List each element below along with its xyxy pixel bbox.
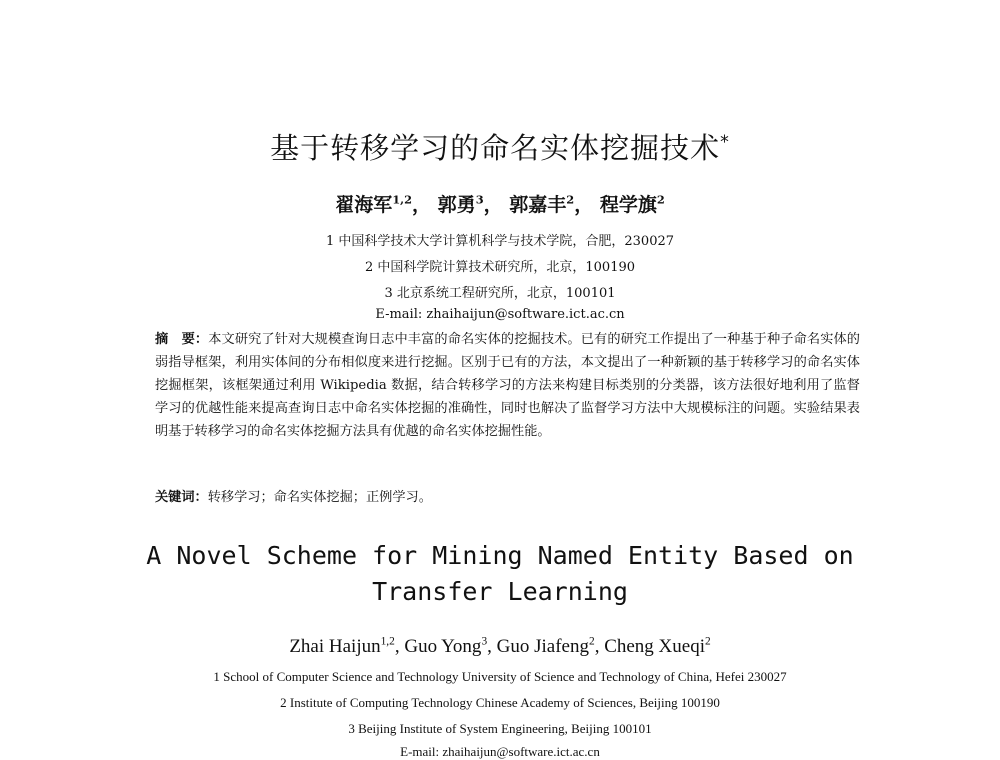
- affiliation-en-3: 3 Beijing Institute of System Engineering, Beijing 100101: [348, 721, 652, 736]
- author-en-affil: 2: [588, 635, 595, 648]
- english-title-line-2: Transfer Learning: [372, 577, 628, 606]
- author-cn-name: 郭勇: [437, 194, 476, 216]
- affiliation-cn-2: 2 中国科学院计算技术研究所，北京，100190: [364, 260, 636, 275]
- affiliation-cn-3: 3 北京系统工程研究所，北京，100101: [384, 286, 616, 301]
- author-en-sep: ,: [394, 636, 405, 657]
- author-cn-name: 程学旗: [599, 194, 657, 216]
- affiliation-en-1: 1 School of Computer Science and Technology University of Science and Technology of China, Hefei 230027: [213, 669, 787, 684]
- author-cn-sep: ，: [483, 194, 503, 216]
- author-en: [497, 636, 605, 657]
- author-en: [604, 636, 711, 657]
- english-title-line-1: A Novel Scheme for Mining Named Entity Based on: [146, 541, 854, 570]
- author-cn-name: 郭嘉丰: [509, 194, 567, 216]
- author-en-name: Zhai Haijun: [289, 636, 381, 657]
- author-cn: [335, 194, 431, 216]
- keywords-label: 关键词：: [155, 490, 208, 505]
- author-cn: [438, 194, 503, 216]
- author-en-affil: 3: [481, 635, 488, 648]
- affiliation-en-2: 2 Institute of Computing Technology Chinese Academy of Sciences, Beijing 100190: [280, 695, 720, 710]
- author-en-name: Cheng Xueqi: [604, 636, 705, 657]
- author-cn-sep: ，: [412, 194, 432, 216]
- abstract-cn: [155, 328, 860, 443]
- title-footnote-mark: *: [720, 132, 730, 153]
- author-cn-affil: 3: [475, 192, 484, 207]
- author-cn-affil: 1,2: [392, 192, 413, 207]
- keywords-cn: [155, 486, 860, 505]
- author-en-affil: 2: [704, 635, 711, 648]
- author-en-name: Guo Jiafeng: [496, 636, 589, 657]
- chinese-title-text: 基于转移学习的命名实体挖掘技术: [270, 131, 721, 165]
- english-authors: [0, 636, 1000, 658]
- abstract-label: 摘 要：: [155, 332, 209, 347]
- affiliation-cn-1: 1 中国科学技术大学计算机科学与技术学院，合肥，230027: [325, 234, 675, 249]
- author-cn: [600, 194, 665, 216]
- chinese-authors: [0, 190, 1000, 217]
- author-cn-name: 翟海军: [335, 194, 393, 216]
- author-en-sep: ,: [594, 636, 605, 657]
- abstract-body: 本文研究了针对大规模查询日志中丰富的命名实体的挖掘技术。已有的研究工作提出了一种基于种子命名实体的弱指导框架，利用实体间的分布相似度来进行挖掘。区别于已有的方法，本文提出了一种新颖的基于转移学习的命名实体挖掘框架，该框架通过利用 Wikipedia 数据，结合转移学习的方法来构建目标类别的分类器，该方法很好地利用了监督学习的优越性能来提高查询日志中命名实体挖掘的准确性，同时也解决了监督学习方法中大规模标注的问题。实验结果表明基于转移学习的命名实体挖掘方法具有优越的命名实体挖掘性能。: [155, 332, 860, 439]
- author-cn-affil: 2: [656, 192, 665, 207]
- author-cn-affil: 2: [566, 192, 575, 207]
- author-en-affil: 1,2: [380, 635, 395, 648]
- author-cn-sep: ，: [574, 194, 594, 216]
- chinese-title: [0, 126, 1000, 167]
- author-en: [289, 636, 404, 657]
- author-en-sep: ,: [487, 636, 497, 657]
- author-en-name: Guo Yong: [404, 636, 482, 657]
- keywords-body: 转移学习；命名实体挖掘；正例学习。: [207, 490, 432, 505]
- email-en: E-mail: zhaihaijun@software.ict.ac.cn: [400, 744, 600, 759]
- author-cn: [509, 194, 593, 216]
- email-cn: E-mail: zhaihaijun@software.ict.ac.cn: [375, 307, 625, 322]
- author-en: [404, 636, 496, 657]
- english-title: [0, 538, 1000, 610]
